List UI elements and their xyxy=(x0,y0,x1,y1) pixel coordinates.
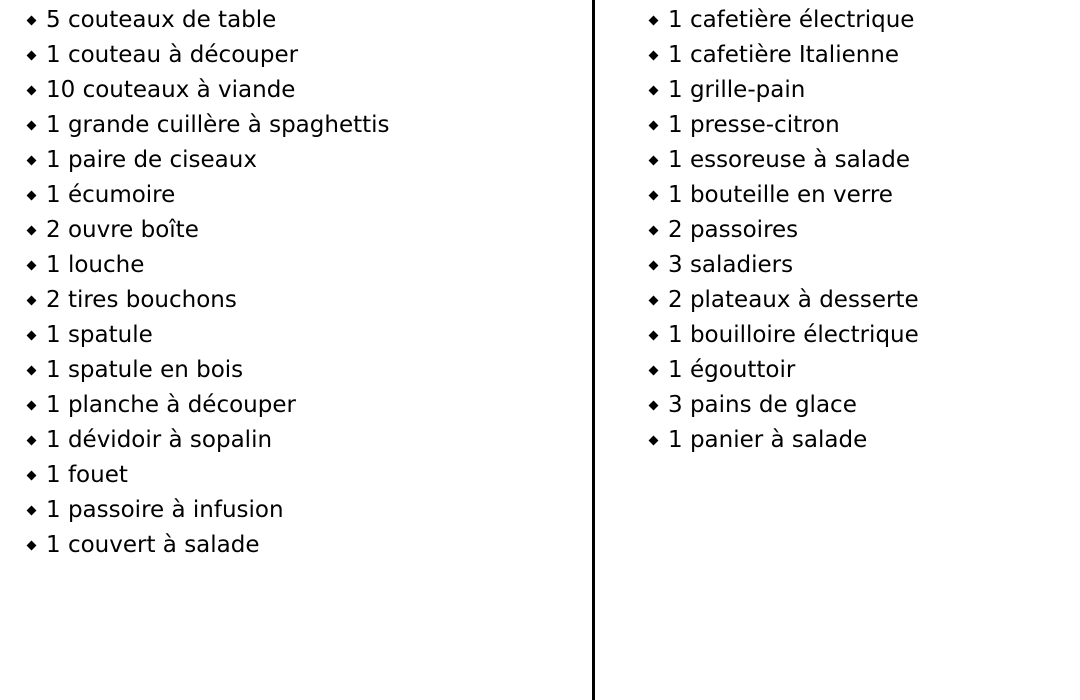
column-divider xyxy=(592,0,595,700)
list-item xyxy=(648,248,919,283)
list-item-text: 3 saladiers xyxy=(668,252,794,278)
diamond-bullet-icon xyxy=(649,436,659,446)
list-item xyxy=(26,3,390,38)
list-item-text: 1 bouteille en verre xyxy=(668,182,893,208)
diamond-bullet-icon xyxy=(27,86,37,96)
diamond-bullet-icon xyxy=(649,51,659,61)
list-item xyxy=(26,353,390,388)
list-item xyxy=(648,38,919,73)
list-item-text: 1 spatule xyxy=(46,322,153,348)
list-item-text: 1 égouttoir xyxy=(668,357,796,383)
list-item-text: 1 cafetière Italienne xyxy=(668,42,900,68)
list-item-text: 1 grille-pain xyxy=(668,77,806,103)
list-item-text: 1 cafetière électrique xyxy=(668,7,915,33)
list-item xyxy=(26,528,390,563)
list-item-text: 1 passoire à infusion xyxy=(46,497,284,523)
list-item-text: 1 bouilloire électrique xyxy=(668,322,919,348)
list-item-text: 1 panier à salade xyxy=(668,427,868,453)
diamond-bullet-icon xyxy=(27,51,37,61)
list-item xyxy=(26,318,390,353)
diamond-bullet-icon xyxy=(649,191,659,201)
list-item-text: 2 tires bouchons xyxy=(46,287,237,313)
diamond-bullet-icon xyxy=(27,401,37,411)
left-item-list xyxy=(26,3,390,563)
list-item-text: 1 presse-citron xyxy=(668,112,840,138)
list-item-text: 1 couvert à salade xyxy=(46,532,260,558)
diamond-bullet-icon xyxy=(649,156,659,166)
list-item xyxy=(648,73,919,108)
diamond-bullet-icon xyxy=(27,156,37,166)
list-item xyxy=(26,283,390,318)
list-item xyxy=(648,353,919,388)
diamond-bullet-icon xyxy=(27,191,37,201)
list-item xyxy=(648,423,919,458)
diamond-bullet-icon xyxy=(27,506,37,516)
diamond-bullet-icon xyxy=(649,86,659,96)
list-item xyxy=(648,3,919,38)
list-item xyxy=(26,458,390,493)
list-item xyxy=(26,248,390,283)
list-item-text: 2 ouvre boîte xyxy=(46,217,199,243)
diamond-bullet-icon xyxy=(27,366,37,376)
diamond-bullet-icon xyxy=(27,16,37,26)
list-item-text: 1 planche à découper xyxy=(46,392,296,418)
diamond-bullet-icon xyxy=(649,261,659,271)
list-item xyxy=(26,178,390,213)
diamond-bullet-icon xyxy=(27,261,37,271)
diamond-bullet-icon xyxy=(27,471,37,481)
list-item-text: 1 spatule en bois xyxy=(46,357,244,383)
list-item xyxy=(648,213,919,248)
list-item-text: 1 paire de ciseaux xyxy=(46,147,257,173)
list-item xyxy=(648,108,919,143)
diamond-bullet-icon xyxy=(27,436,37,446)
list-item xyxy=(26,143,390,178)
diamond-bullet-icon xyxy=(649,16,659,26)
list-item xyxy=(26,38,390,73)
right-item-list xyxy=(648,3,919,458)
list-item-text: 3 pains de glace xyxy=(668,392,857,418)
diamond-bullet-icon xyxy=(27,331,37,341)
list-item xyxy=(648,143,919,178)
list-item xyxy=(648,283,919,318)
diamond-bullet-icon xyxy=(649,226,659,236)
diamond-bullet-icon xyxy=(27,541,37,551)
list-item-text: 2 plateaux à desserte xyxy=(668,287,919,313)
diamond-bullet-icon xyxy=(649,296,659,306)
diamond-bullet-icon xyxy=(649,121,659,131)
list-item-text: 2 passoires xyxy=(668,217,799,243)
list-item xyxy=(26,388,390,423)
list-item-text: 1 grande cuillère à spaghettis xyxy=(46,112,390,138)
list-item-text: 1 fouet xyxy=(46,462,128,488)
list-item-text: 1 essoreuse à salade xyxy=(668,147,910,173)
list-item-text: 1 écumoire xyxy=(46,182,176,208)
diamond-bullet-icon xyxy=(649,366,659,376)
list-item xyxy=(648,318,919,353)
diamond-bullet-icon xyxy=(649,401,659,411)
list-item xyxy=(26,493,390,528)
list-item xyxy=(648,388,919,423)
diamond-bullet-icon xyxy=(27,226,37,236)
list-item xyxy=(26,108,390,143)
diamond-bullet-icon xyxy=(27,296,37,306)
diamond-bullet-icon xyxy=(27,121,37,131)
list-item xyxy=(26,423,390,458)
list-item-text: 1 dévidoir à sopalin xyxy=(46,427,273,453)
list-item xyxy=(26,213,390,248)
list-item-text: 5 couteaux de table xyxy=(46,7,277,33)
list-item-text: 1 louche xyxy=(46,252,145,278)
list-item xyxy=(26,73,390,108)
list-item-text: 1 couteau à découper xyxy=(46,42,299,68)
list-item-text: 10 couteaux à viande xyxy=(46,77,296,103)
diamond-bullet-icon xyxy=(649,331,659,341)
list-item xyxy=(648,178,919,213)
